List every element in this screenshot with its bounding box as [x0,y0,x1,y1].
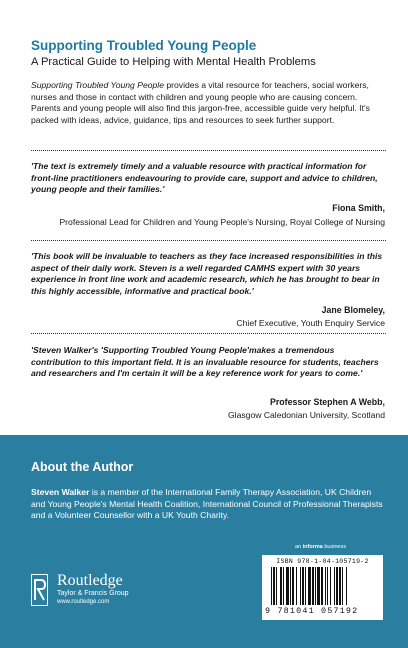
reviewer-role: Glasgow Caledonian University, Scotland [228,410,385,420]
review-quote: 'Steven Walker's 'Supporting Troubled Young People'makes a tremendous contribution to this important field. It is an invaluable resource for students, teachers and researchers and I'm certain it will be a key reference work for years to come.' [31,345,379,379]
intro-text: provides a vital resource for teachers, social workers, nurses and those in contact with children and young people who are causing concern. Parents and young people will also find this jargon-free, accessible guide very helpful. It's packed with ideas, advice, guidance, tips and resources to seek further support. [31,80,370,125]
divider [31,240,386,241]
routledge-logo-icon [31,574,48,606]
author-bio [31,487,383,522]
book-title: Supporting Troubled Young People [31,38,257,53]
reviewer-name: Jane Blomeley, [321,305,385,315]
divider [31,333,386,334]
intro-paragraph [31,80,386,126]
review-quote: 'The text is extremely timely and a valuable resource with practical information for front-line practitioners endeavouring to provide care, support and advice to children, young people and their families.' [31,161,378,195]
reviewer-role: Chief Executive, Youth Enquiry Service [236,318,385,328]
informa-tagline [295,544,346,550]
informa-prefix: an [295,544,303,550]
barcode-digits: 9 781041 057192 [265,606,359,616]
publisher-url: www.routledge.com [57,599,110,605]
author-name: Steven Walker [31,487,90,497]
review-quote: 'This book will be invaluable to teachers as they face increased responsibilities in this aspect of their daily work. Steven is a well regarded CAMHS expert with 30 years experience in front line work and academic research, which he has brought to bear in this highly accessible, informative and practical book.' [31,251,383,296]
informa-brand: informa [302,544,323,550]
reviewer-name: Fiona Smith, [332,203,385,213]
publisher-group: Taylor & Francis Group [57,590,129,597]
book-subtitle: A Practical Guide to Helping with Mental Health Problems [31,56,316,68]
publisher-name: Routledge [57,572,123,589]
intro-book-title: Supporting Troubled Young People [31,80,164,90]
reviewer-name: Professor Stephen A Webb, [269,397,385,407]
isbn-barcode [262,555,383,620]
about-heading: About the Author [31,460,134,474]
author-bio-text: is a member of the International Family Therapy Association, UK Children and Young People's Mental Health Coalition, International Council of Professional Therapists and a Volunteer Counsellor with a UK Youth Charity. [31,487,383,521]
reviewer-role: Professional Lead for Children and Young People's Nursing, Royal College of Nursing [59,217,385,227]
divider [31,150,386,151]
isbn-label: ISBN 978-1-04-105719-2 [276,558,369,565]
barcode-icon [271,567,375,605]
publisher-logo [31,572,181,610]
informa-suffix: business [322,544,347,550]
